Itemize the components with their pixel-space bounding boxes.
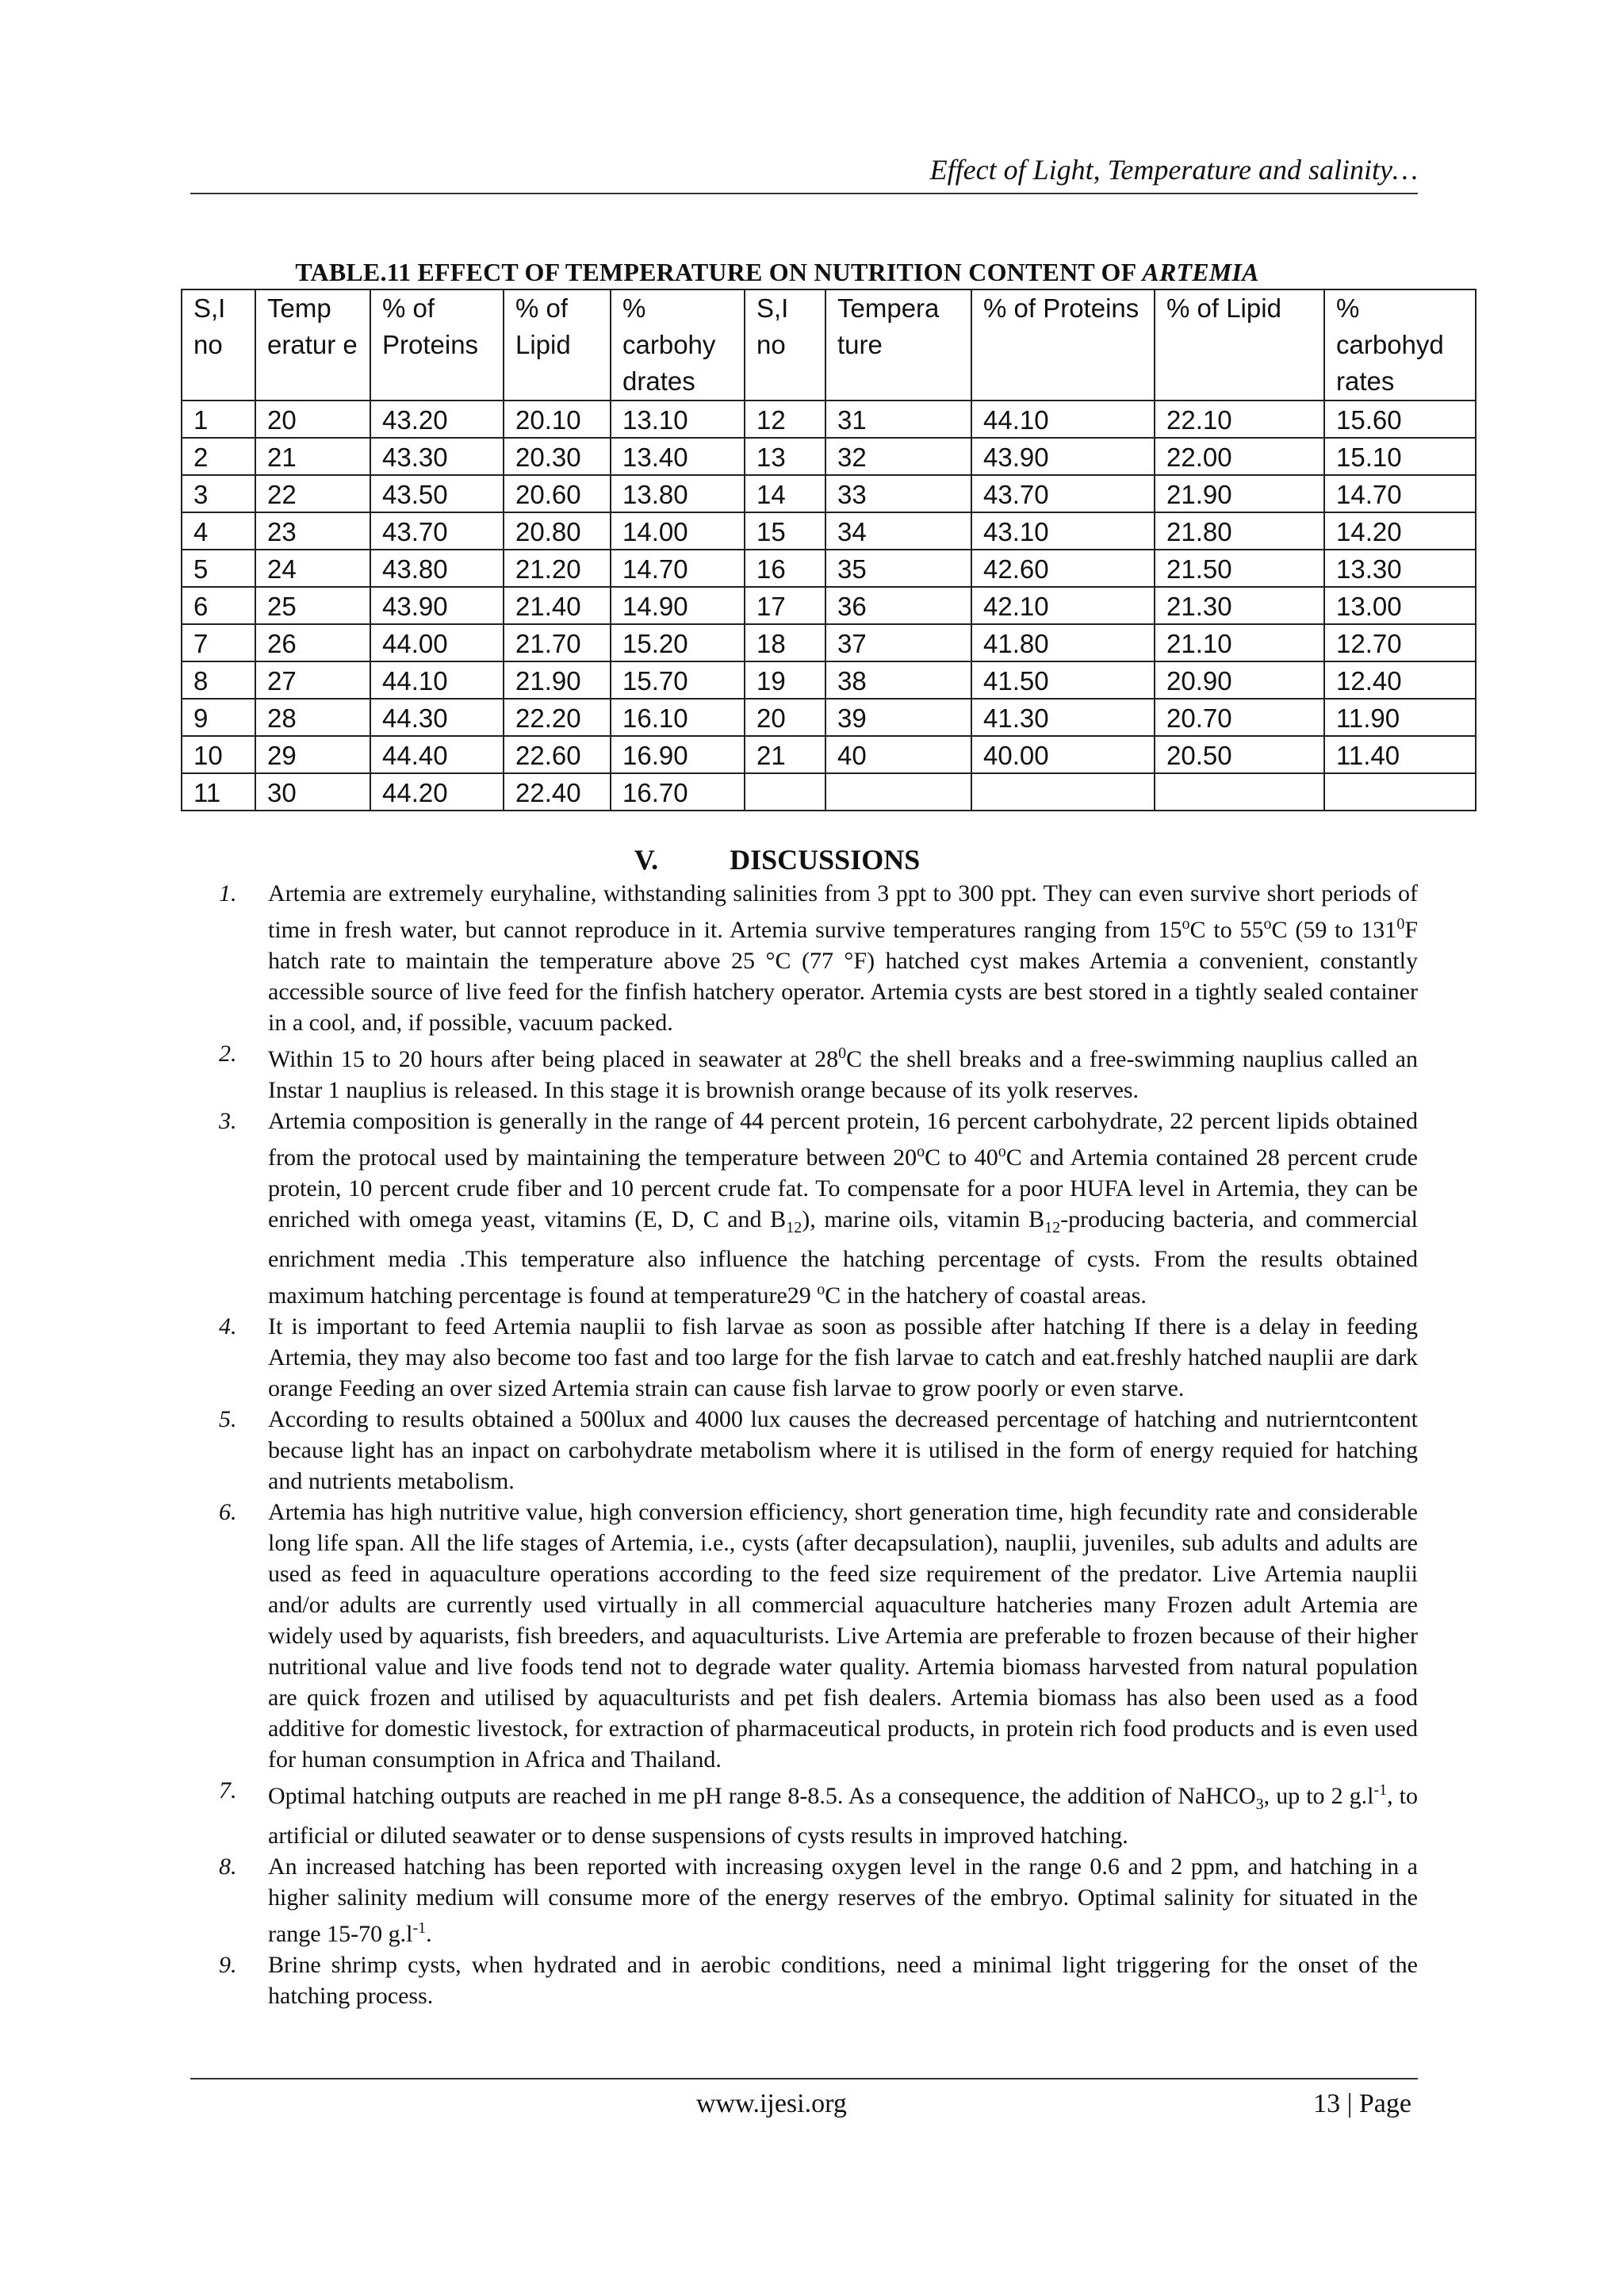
table-cell: 29 [255,736,370,773]
discussion-item-number: 2. [219,1041,237,1067]
table-cell: 4 [182,512,255,550]
text-run: o [917,1143,925,1160]
text-run: Artemia composition is generally in the range of 44 percent protein, 16 percent carbohydrate, 22 percent lipids obtained from the protocal used by maintaining the temperature between 20 [268,1108,1418,1171]
table-cell: 3 [182,475,255,512]
col-header: % of Lipid [1155,289,1324,401]
table-cell: 10 [182,736,255,773]
table-cell: 14 [745,475,825,512]
table-cell: 14.20 [1324,512,1476,550]
text-run: -producing bacteria, and commercial enrichment media .This temperature also influence the hatching percentage of cysts. From the results obtained maximum hatching percentage is found at temperature29 [268,1206,1418,1309]
table-cell: 13.30 [1324,550,1476,587]
table-cell: 13.00 [1324,587,1476,624]
text-run: , to artificial or diluted seawater or to dense suspensions of cysts results in improved hatching. [268,1783,1419,1849]
discussion-item-text [268,1038,1418,1106]
table-cell: 20.10 [504,401,611,438]
discussion-item [190,878,1418,1038]
col-header: % of Lipid [504,289,611,401]
discussion-item [190,1775,1418,1851]
table-cell: 11.40 [1324,736,1476,773]
text-run: Within 15 to 20 hours after being placed in seawater at 28 [268,1046,839,1072]
table-cell: 2 [182,438,255,475]
table-cell: 22.60 [504,736,611,773]
header-divider [190,193,1418,194]
text-run: It is important to feed Artemia nauplii to fish larvae as soon as possible after hatching If there is a delay in feeding Artemia, they may also become too fast and too large for the fish larvae to catch and eat.freshly hatched nauplii are dark orange Feeding an over sized Artemia strain can cause fish larvae to grow poorly or even starve. [268,1313,1418,1401]
table-cell: 41.80 [971,624,1155,661]
table-cell: 13 [745,438,825,475]
table-cell: 22.40 [504,773,611,811]
text-run: -1 [1373,1781,1388,1799]
table-cell: 18 [745,624,825,661]
table-cell: 23 [255,512,370,550]
discussion-item-number: 3. [219,1108,237,1134]
table-cell: 39 [825,699,971,736]
text-run: o [1263,915,1272,933]
table-cell: 31 [825,401,971,438]
footer-website: www.ijesi.org [696,2089,847,2118]
table-cell: 36 [825,587,971,624]
discussion-item [190,1949,1418,2011]
table-cell: 5 [182,550,255,587]
table-cell: 21.90 [504,661,611,699]
table-cell: 15.70 [611,661,745,699]
table-cell [971,773,1155,811]
text-run: Optimal hatching outputs are reached in me pH range 8-8.5. As a consequence, the addition of NaHCO [268,1783,1256,1809]
footer-page-number: 13 | Page [1313,2089,1411,2118]
table-cell: 42.60 [971,550,1155,587]
table-cell: 20 [745,699,825,736]
text-run: o [998,1143,1006,1160]
table-cell: 43.90 [971,438,1155,475]
table-cell: 41.30 [971,699,1155,736]
table-cell: 13.10 [611,401,745,438]
table-cell: 21.70 [504,624,611,661]
table-cell: 21.90 [1155,475,1324,512]
table-cell: 43.10 [971,512,1155,550]
table-cell: 16.70 [611,773,745,811]
table-cell: 12.40 [1324,661,1476,699]
discussion-item-number: 9. [219,1952,237,1978]
table-cell: 14.90 [611,587,745,624]
table-cell: 12 [745,401,825,438]
table-row [182,699,1476,736]
table-cell: 14.70 [1324,475,1476,512]
table-cell: 43.80 [370,550,504,587]
table-cell: 40 [825,736,971,773]
table-cell: 14.00 [611,512,745,550]
table-cell [1155,773,1324,811]
text-run: 12 [1044,1219,1061,1236]
table-cell: 22.10 [1155,401,1324,438]
table-cell: 20.80 [504,512,611,550]
table-cell: 33 [825,475,971,512]
text-run: Artemia are extremely euryhaline, withstanding salinities from 3 ppt to 300 ppt. They can even survive short periods of time in fresh water, but cannot reproduce in it. Artemia survive temperatures ranging from 15 [268,880,1418,943]
table-cell: 40.00 [971,736,1155,773]
discussion-item-text [268,1404,1418,1497]
table-cell: 6 [182,587,255,624]
col-header: % carbohyd rates [1324,289,1476,401]
table-cell: 43.30 [370,438,504,475]
col-header: Temp eratur e [255,289,370,401]
table-caption [190,258,1364,287]
table-cell: 21.80 [1155,512,1324,550]
table-cell: 9 [182,699,255,736]
table-cell: 42.10 [971,587,1155,624]
table-cell: 8 [182,661,255,699]
table-cell: 43.70 [971,475,1155,512]
text-run: , up to 2 g.l [1263,1783,1374,1809]
running-header: Effect of Light, Temperature and salinity… [929,154,1418,186]
text-run: C the shell breaks and a free-swimming nauplius called an Instar 1 nauplius is released. In this stage it is brownish orange because of its yolk reserves. [268,1046,1418,1103]
text-run: o [1182,915,1190,933]
table-cell: 27 [255,661,370,699]
section-number: V. [634,844,659,876]
discussion-item-number: 1. [219,880,237,907]
table-cell [745,773,825,811]
table-cell: 44.20 [370,773,504,811]
table-cell: 20.70 [1155,699,1324,736]
table-cell: 20.50 [1155,736,1324,773]
table-cell: 12.70 [1324,624,1476,661]
table-row [182,401,1476,438]
table-cell: 16.10 [611,699,745,736]
table-row [182,512,1476,550]
discussion-item [190,1404,1418,1497]
table-cell: 43.70 [370,512,504,550]
discussion-item-text [268,1311,1418,1404]
table-cell: 11 [182,773,255,811]
table-cell: 21.10 [1155,624,1324,661]
discussion-item-text [268,1949,1418,2011]
table-cell: 35 [825,550,971,587]
discussion-item-text [268,1851,1418,1949]
table-cell: 1 [182,401,255,438]
text-run: Artemia has high nutritive value, high conversion efficiency, short generation time, high fecundity rate and considerable long life span. All the life stages of Artemia, i.e., cysts (after decapsulation), nauplii, juveniles, sub adults and adults are used as feed in aquaculture operations according to the feed size requirement of the predator. Live Artemia nauplii and/or adults are currently used virtually in all commercial aquaculture hatcheries many Frozen adult Artemia are widely used by aquarists, fish breeders, and aquaculturists. Live Artemia are preferable to frozen because of their higher nutritional value and live foods tend not to degrade water quality. Artemia biomass harvested from natural population are quick frozen and utilised by aquaculturists and pet fish dealers. Artemia biomass has also been used as a food additive for domestic livestock, for extraction of pharmaceutical products, in protein rich food products and is even used for human consumption in Africa and Thailand. [268,1499,1418,1773]
discussion-item-text [268,1106,1418,1311]
table-header-row [182,289,1476,401]
table-cell: 32 [825,438,971,475]
table-row [182,587,1476,624]
table-caption-text: TABLE.11 EFFECT OF TEMPERATURE ON NUTRITION CONTENT OF [295,258,1143,286]
text-run: Brine shrimp cysts, when hydrated and in aerobic conditions, need a minimal light triggering for the onset of the hatching process. [268,1952,1418,2009]
table-cell: 21 [255,438,370,475]
table-row [182,773,1476,811]
table-cell: 15.20 [611,624,745,661]
col-header: Tempera ture [825,289,971,401]
text-run: 3 [1255,1796,1264,1813]
table-cell: 26 [255,624,370,661]
table-cell: 43.20 [370,401,504,438]
text-run: C in the hatchery of coastal areas. [825,1282,1147,1309]
table-cell: 44.30 [370,699,504,736]
discussion-item [190,1311,1418,1404]
text-run: F hatch rate to maintain the temperature above 25 °C (77 °F) hatched cyst makes Artemia a convenient, constantly accessible source of live feed for the finfish hatchery operator. Artemia cysts are best stored in a tightly sealed container in a cool, and, if possible, vacuum packed. [268,917,1418,1036]
table-cell: 28 [255,699,370,736]
table-cell [1324,773,1476,811]
text-run: C to 40 [925,1144,998,1171]
discussion-item-number: 6. [219,1499,237,1525]
discussion-item-text [268,1775,1418,1851]
discussion-item-number: 5. [219,1406,237,1432]
table-cell: 20.60 [504,475,611,512]
table-cell: 19 [745,661,825,699]
table-cell: 22.00 [1155,438,1324,475]
text-run: C (59 to 131 [1271,917,1397,943]
discussion-item-number: 4. [219,1313,237,1340]
table-cell: 15 [745,512,825,550]
discussion-item-text [268,1497,1418,1775]
table-cell: 21.50 [1155,550,1324,587]
discussion-item [190,1038,1418,1106]
text-run: 0 [1396,915,1405,933]
table-cell: 21.20 [504,550,611,587]
discussion-item-text [268,878,1418,1038]
table-cell: 44.10 [370,661,504,699]
col-header: % of Proteins [971,289,1155,401]
table-cell: 44.00 [370,624,504,661]
table-row [182,661,1476,699]
table-cell: 20.30 [504,438,611,475]
table-cell: 37 [825,624,971,661]
table-cell: 24 [255,550,370,587]
table-cell: 13.80 [611,475,745,512]
table-cell: 30 [255,773,370,811]
table-cell: 38 [825,661,971,699]
table-cell: 43.50 [370,475,504,512]
discussion-list [190,878,1418,2011]
text-run: . [426,1921,432,1947]
table-cell: 7 [182,624,255,661]
discussion-item-number: 8. [219,1853,237,1880]
table-cell: 11.90 [1324,699,1476,736]
table-cell: 44.40 [370,736,504,773]
text-run: -1 [412,1919,427,1937]
discussion-item [190,1851,1418,1949]
table-cell: 16 [745,550,825,587]
text-run: 12 [786,1219,802,1236]
table-cell: 43.90 [370,587,504,624]
table-cell: 22.20 [504,699,611,736]
section-heading [190,843,1364,876]
table-cell: 22 [255,475,370,512]
table-cell: 13.40 [611,438,745,475]
text-run: An increased hatching has been reported with increasing oxygen level in the range 0.6 and 2 ppm, and hatching in a higher salinity medium will consume more of the energy reserves of the embryo. Optimal salinity for situated in the range 15-70 g.l [268,1853,1418,1947]
discussion-item-number: 7. [219,1777,237,1803]
table-cell: 15.60 [1324,401,1476,438]
table-row [182,438,1476,475]
table-row [182,475,1476,512]
text-run: ), marine oils, vitamin B [802,1206,1045,1232]
text-run: o [817,1281,825,1298]
col-header: S,I no [745,289,825,401]
text-run: 0 [838,1045,847,1062]
table-cell: 21.30 [1155,587,1324,624]
text-run: C to 55 [1189,917,1264,943]
table-cell: 44.10 [971,401,1155,438]
table-row [182,624,1476,661]
table-caption-italic: ARTEMIA [1142,258,1259,286]
discussion-item [190,1106,1418,1311]
table-row [182,736,1476,773]
col-header: % carbohy drates [611,289,745,401]
table-cell: 25 [255,587,370,624]
text-run: C and Artemia contained 28 percent crude protein, 10 percent crude fiber and 10 percent crude fat. To compensate for a poor HUFA level in Artemia, they can be enriched with omega yeast, vitamins (E, D, C and B [268,1144,1418,1232]
table-row [182,550,1476,587]
nutrition-table [181,289,1477,811]
section-title: DISCUSSIONS [730,844,921,876]
table-cell: 21.40 [504,587,611,624]
footer-divider [190,2078,1418,2079]
col-header: S,I no [182,289,255,401]
table-cell: 15.10 [1324,438,1476,475]
text-run: According to results obtained a 500lux and 4000 lux causes the decreased percentage of hatching and nutrierntcontent because light has an inpact on carbohydrate metabolism where it is utilised in the form of energy requied for hatching and nutrients metabolism. [268,1406,1418,1494]
table-cell: 20.90 [1155,661,1324,699]
table-cell [825,773,971,811]
table-cell: 16.90 [611,736,745,773]
table-cell: 41.50 [971,661,1155,699]
table-cell: 21 [745,736,825,773]
col-header: % of Proteins [370,289,504,401]
table-cell: 17 [745,587,825,624]
discussion-item [190,1497,1418,1775]
table-cell: 34 [825,512,971,550]
table-cell: 14.70 [611,550,745,587]
table-cell: 20 [255,401,370,438]
